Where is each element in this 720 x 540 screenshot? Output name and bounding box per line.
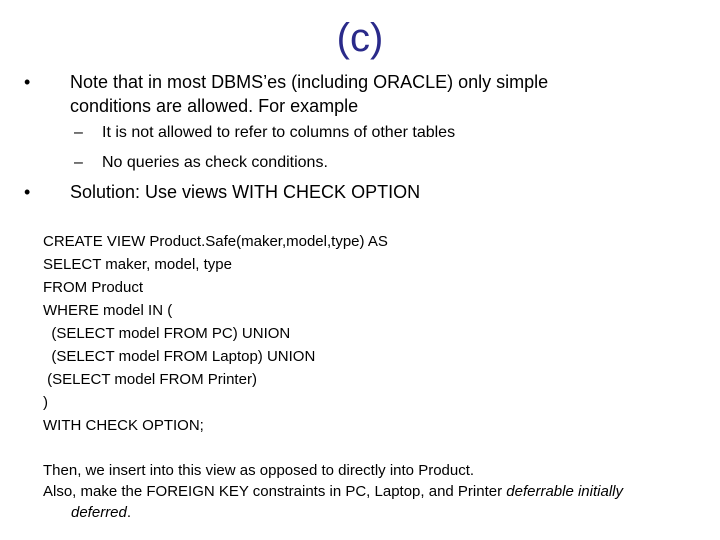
code-line: SELECT maker, model, type: [43, 256, 232, 273]
footer-notes: [43, 460, 623, 523]
code-line: (SELECT model FROM Laptop) UNION: [43, 348, 316, 365]
footer-text: Also, make the FOREIGN KEY constraints in PC, Laptop, and Printer: [43, 483, 507, 500]
code-line: (SELECT model FROM Printer): [43, 371, 257, 388]
footer-text: .: [126, 504, 132, 521]
footer-line: [43, 481, 623, 502]
bullet-text-line: Solution: Use views WITH CHECK OPTION: [70, 182, 421, 202]
sub-bullet-marker: –: [74, 124, 83, 141]
code-line: WHERE model IN (: [43, 302, 173, 319]
code-line: (SELECT model FROM PC) UNION: [43, 325, 291, 342]
bullet-marker: •: [24, 72, 31, 92]
footer-line: Then, we insert into this view as opposed to directly into Product.: [43, 462, 475, 479]
sub-bullet-text: No queries as check conditions.: [102, 154, 328, 171]
bullet-text-line: Note that in most DBMS’es (including ORACLE) only simple: [70, 72, 549, 92]
bullet-marker: •: [24, 182, 31, 202]
code-line: ): [43, 394, 48, 411]
sql-code-block: [43, 230, 388, 437]
code-line: FROM Product: [43, 279, 144, 296]
sub-bullet-text: It is not allowed to refer to columns of other tables: [102, 124, 456, 141]
slide-title: (c): [336, 16, 384, 60]
footer-italic-text: deferrable initially: [506, 483, 623, 500]
sub-bullet-marker: –: [74, 154, 83, 171]
footer-italic-text: deferred: [71, 504, 127, 521]
footer-line: [43, 502, 623, 523]
code-line: WITH CHECK OPTION;: [43, 417, 204, 434]
code-line: CREATE VIEW Product.Safe(maker,model,type) AS: [43, 233, 388, 250]
bullet-text-line: conditions are allowed. For example: [70, 96, 359, 116]
